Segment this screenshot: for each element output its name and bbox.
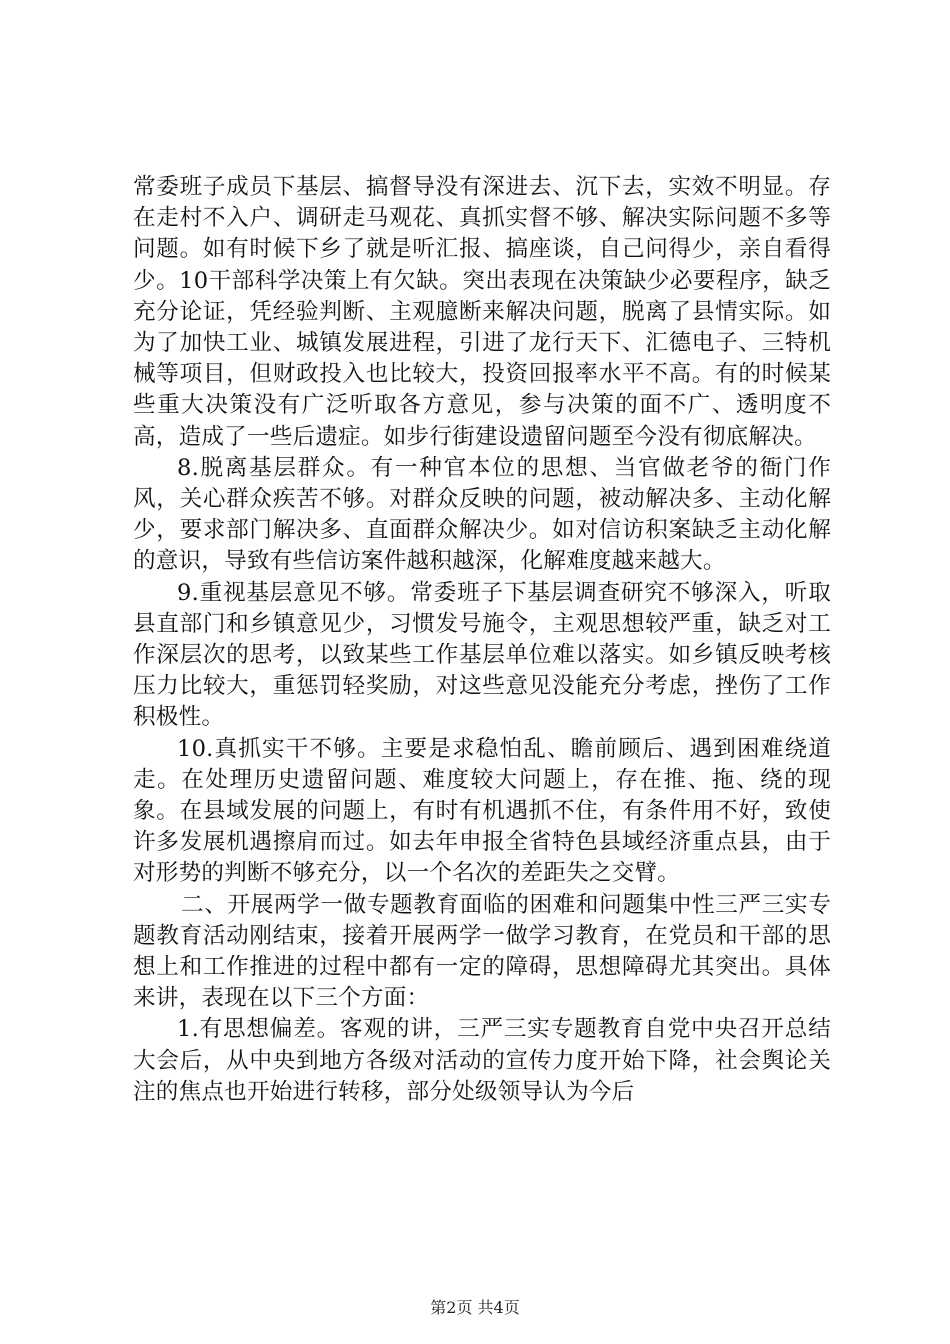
paragraph-item-1: 1.有思想偏差。客观的讲，三严三实专题教育自党中央召开总结大会后，从中央到地方各级对活动的宣传力度开始下降，社会舆论关注的焦点也开始进行转移，部分处级领导认为今后 xyxy=(133,1016,831,1105)
document-body xyxy=(133,172,831,1108)
paragraph-item-8: 8.脱离基层群众。有一种官本位的思想、当官做老爷的衙门作风，关心群众疾苦不够。对群众反映的问题，被动解决多、主动化解少，要求部门解决多、直面群众解决少。如对信访积案缺乏主动化解的意识，导致有些信访案件越积越深，化解难度越来越大。 xyxy=(133,454,831,575)
paragraph-section-2: 二、开展两学一做专题教育面临的困难和问题集中性三严三实专题教育活动刚结束，接着开展两学一做学习教育，在党员和干部的思想上和工作推进的过程中都有一定的障碍，思想障碍尤其突出。具体来讲，表现在以下三个方面： xyxy=(133,891,831,1012)
page-footer: 第2页 共4页 xyxy=(430,1298,520,1317)
paragraph-continuation: 常委班子成员下基层、搞督导没有深进去、沉下去，实效不明显。存在走村不入户、调研走马观花、真抓实督不够、解决实际问题不多等问题。如有时候下乡了就是听汇报、搞座谈，自己问得少，亲自看得少。10干部科学决策上有欠缺。突出表现在决策缺少必要程序，缺乏充分论证，凭经验判断、主观臆断来解决问题，脱离了县情实际。如为了加快工业、城镇发展进程，引进了龙行天下、汇德电子、三特机械等项目，但财政投入也比较大，投资回报率水平不高。有的时候某些重大决策没有广泛听取各方意见，参与决策的面不广、透明度不高，造成了一些后遗症。如步行街建设遗留问题至今没有彻底解决。 xyxy=(133,174,831,450)
paragraph-item-10: 10.真抓实干不够。主要是求稳怕乱、瞻前顾后、遇到困难绕道走。在处理历史遗留问题、难度较大问题上，存在推、拖、绕的现象。在县域发展的问题上，有时有机遇抓不住，有条件用不好，致使许多发展机遇擦肩而过。如去年申报全省特色县域经济重点县，由于对形势的判断不够充分，以一个名次的差距失之交臂。 xyxy=(133,735,831,887)
paragraph-item-9: 9.重视基层意见不够。常委班子下基层调查研究不够深入，听取县直部门和乡镇意见少，习惯发号施令，主观思想较严重，缺乏对工作深层次的思考，以致某些工作基层单位难以落实。如乡镇反映考核压力比较大，重惩罚轻奖励，对这些意见没能充分考虑，挫伤了工作积极性。 xyxy=(133,579,831,731)
